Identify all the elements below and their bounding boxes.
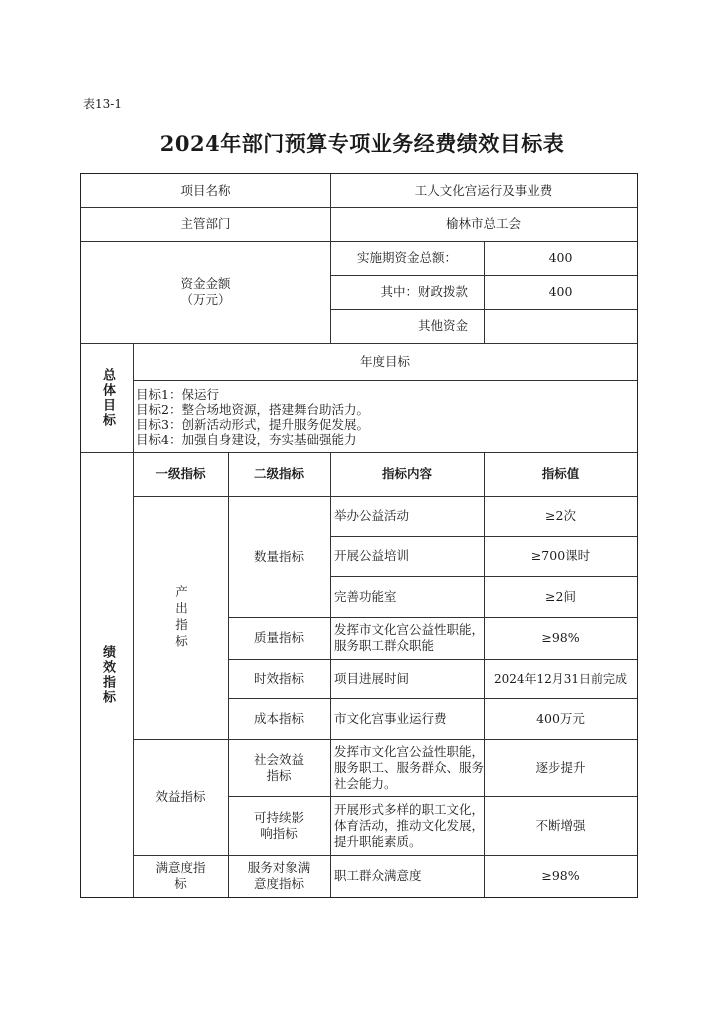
time-content: 项目进展时间	[334, 670, 410, 686]
funds-other-value	[484, 309, 637, 343]
quantity-indicator-label: 数量指标	[253, 548, 304, 564]
sustain-value: 不断增强	[535, 817, 586, 833]
header-level2: 二级指标	[253, 466, 304, 481]
funds-total-value: 400	[548, 250, 573, 265]
quality-content: 发挥市文化宫公益性职能，服务职工群众职能	[334, 622, 485, 653]
header-level1: 一级指标	[155, 466, 206, 481]
quantity-value-1: ≥2次	[545, 508, 576, 523]
benefit-indicator-label: 效益指标	[155, 789, 206, 804]
satisfaction-indicator-label: 满意度指标	[155, 860, 206, 891]
funds-label-line2: （万元）	[180, 292, 231, 307]
quantity-value-3: ≥2间	[545, 588, 576, 604]
funds-label	[81, 241, 330, 343]
goal-item: 目标1：保运行	[136, 387, 219, 402]
satisfaction-content: 职工群众满意度	[334, 868, 422, 883]
header-content: 指标内容	[381, 466, 432, 481]
quantity-content-1: 举办公益活动	[334, 508, 410, 523]
satisfaction-value: ≥98%	[541, 868, 580, 883]
social-content: 发挥市文化宫公益性职能，服务职工、服务群众、服务社会能力。	[334, 743, 485, 791]
overall-goal-side-label: 总体目标	[100, 367, 115, 428]
quantity-content-3: 完善功能室	[334, 588, 397, 604]
header-value: 指标值	[541, 466, 580, 481]
quality-value: ≥98%	[541, 630, 580, 645]
funds-fiscal-value: 400	[548, 284, 573, 299]
goal-item: 目标3：创新活动形式，提升服务促发展。	[136, 417, 369, 432]
funds-fiscal-label: 其中：财政拨款	[380, 284, 468, 299]
quantity-content-2: 开展公益培训	[334, 548, 410, 563]
output-indicator-label: 产出指标	[173, 584, 189, 651]
goal-item: 目标4：加强自身建设，夯实基础强能力	[136, 432, 357, 447]
cost-indicator-label: 成本指标	[253, 710, 304, 726]
goal-list	[136, 387, 369, 447]
social-value: 逐步提升	[535, 759, 586, 775]
time-value: 2024年12月31日前完成	[493, 671, 628, 686]
quantity-value-2: ≥700课时	[530, 548, 591, 563]
table-number: 表13-1	[83, 97, 122, 111]
funds-other-label: 其他资金	[417, 318, 468, 333]
cost-content: 市文化宫事业运行费	[334, 710, 447, 726]
sustain-content: 开展形式多样的职工文化，体育活动，推动文化发展，提升职能素质。	[334, 801, 485, 849]
page-title: 2024年部门预算专项业务经费绩效目标表	[159, 131, 565, 156]
project-name-label: 项目名称	[180, 182, 231, 198]
indicators-side-label: 绩效指标	[100, 644, 115, 705]
department-label: 主管部门	[180, 216, 231, 231]
project-name-value: 工人文化宫运行及事业费	[414, 182, 553, 198]
sustain-indicator-label: 可持续影响指标	[253, 809, 304, 841]
quality-indicator-label: 质量指标	[253, 630, 304, 645]
goal-item: 目标2：整合场地资源，搭建舞台助活力。	[136, 402, 369, 417]
social-indicator-label: 社会效益指标	[253, 751, 304, 783]
annual-goal-header: 年度目标	[359, 353, 410, 369]
funds-total-label: 实施期资金总额：	[356, 250, 457, 265]
department-value: 榆林市总工会	[445, 216, 521, 231]
satisfaction-sub-label: 服务对象满意度指标	[247, 860, 311, 891]
cost-value: 400万元	[536, 710, 585, 726]
time-indicator-label: 时效指标	[253, 670, 304, 686]
performance-table	[80, 173, 638, 898]
funds-label-line1: 资金金额	[180, 276, 231, 291]
